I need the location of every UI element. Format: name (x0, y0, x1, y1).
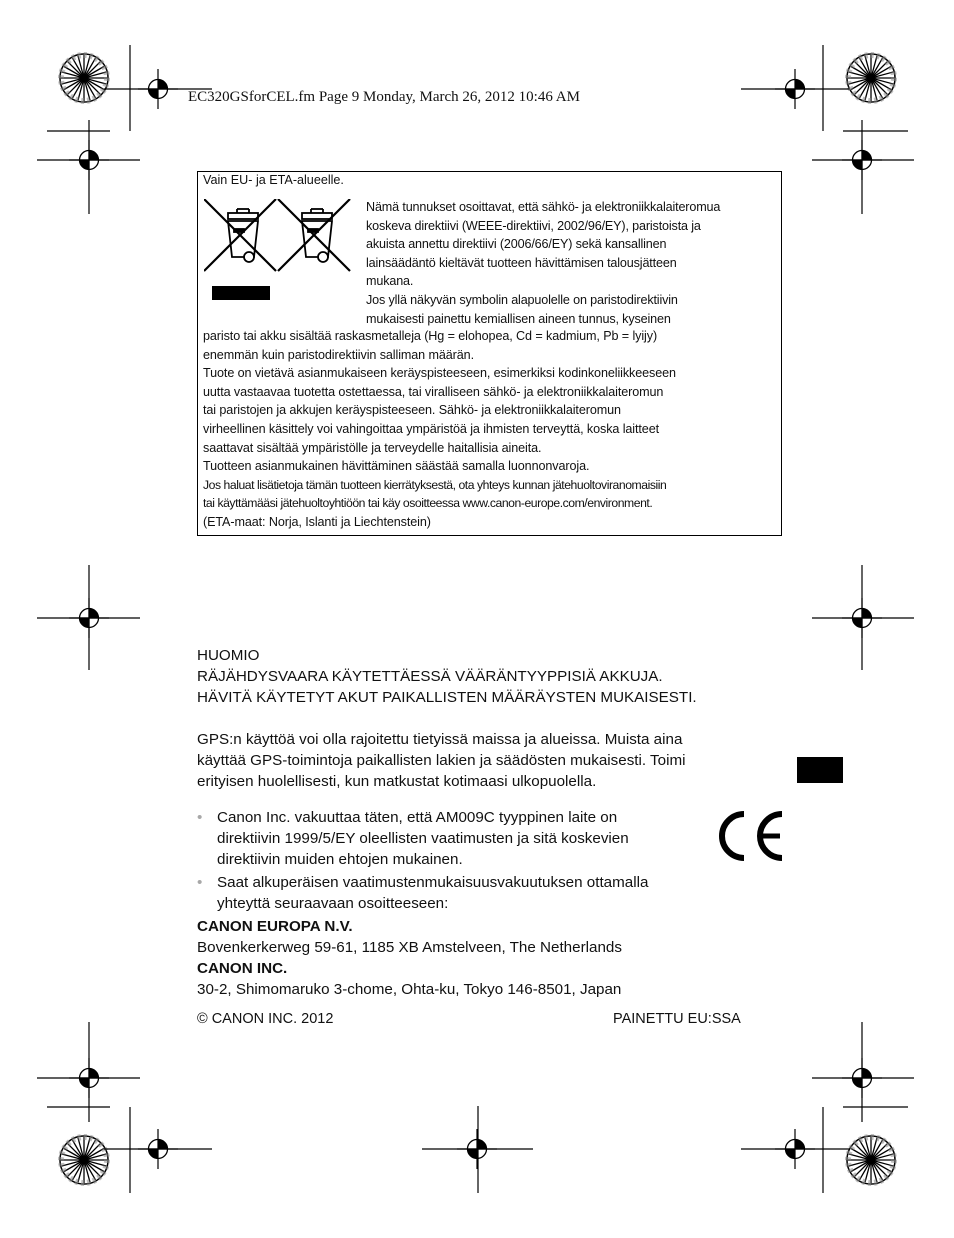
weee-line: Nämä tunnukset osoittavat, että sähkö- ja elektroniikkalaiteromua (366, 200, 721, 214)
weee-line: paristo tai akku sisältää raskasmetalleja (Hg = elohopea, Cd = kadmium, Pb = lyijy) (203, 329, 658, 343)
canon-europa-name: CANON EUROPA N.V. (197, 918, 353, 935)
canon-inc-address: 30-2, Shimomaruko 3-chome, Ohta-ku, Tokyo 146-8501, Japan (197, 981, 622, 998)
starburst-icon (847, 1136, 895, 1184)
section-tab-marker (797, 757, 843, 783)
weee-line: Tuotteen asianmukainen hävittäminen säästää samalla luonnonvaroja. (203, 459, 590, 474)
weee-line: tai käyttämääsi jätehuoltoyhtiöön tai käy osoitteessa www.canon-europe.com/environment. (203, 496, 653, 511)
warning-heading: HUOMIO (197, 647, 260, 664)
starburst-icon (60, 54, 108, 102)
warning-line-1: RÄJÄHDYSVAARA KÄYTETTÄESSÄ VÄÄRÄNTYYPPISIÄ AKKUJA. (197, 668, 663, 685)
crossed-out-battery-bin-icon (278, 199, 350, 271)
bullet-line: yhteyttä seuraavaan osoitteeseen: (217, 895, 449, 912)
weee-line: tai paristojen ja akkujen keräyspisteeseen. Sähkö- ja elektroniikkalaiteromun (203, 403, 621, 418)
weee-notice-box (197, 171, 782, 536)
starburst-icon (60, 1136, 108, 1184)
starburst-icon (847, 54, 895, 102)
chemical-symbol-bar (212, 286, 270, 300)
weee-text-full-width (203, 327, 783, 532)
warning-line-2: HÄVITÄ KÄYTETYT AKUT PAIKALLISTEN MÄÄRÄYSTEN MUKAISESTI. (197, 689, 697, 706)
gps-line: GPS:n käyttöä voi olla rajoitettu tietyissä maissa ja alueissa. Muista aina (197, 731, 683, 748)
copyright-text: © CANON INC. 2012 (197, 1011, 334, 1027)
crossed-out-wheelie-bin-icon (204, 199, 276, 271)
gps-line: erityisen huolellisesti, kun matkustat kotimaasi ulkopuolella. (197, 773, 597, 790)
gps-line: käyttää GPS-toimintoja paikallisten lakien ja säädösten mukaisesti. Toimi (197, 752, 686, 769)
weee-line: akuista annettu direktiivi (2006/66/EY) sekä kansallinen (366, 237, 667, 252)
canon-inc-name: CANON INC. (197, 960, 288, 977)
ce-mark-icon (718, 810, 786, 862)
weee-line: Jos haluat lisätietoja tämän tuotteen kierrätyksestä, ota yhteys kunnan jätehuoltoviranomaisiin (203, 477, 667, 492)
weee-line: lainsäädäntö kieltävät tuotteen hävittämisen talousjätteen (366, 255, 677, 270)
weee-icons (204, 199, 364, 309)
weee-line: saattavat sisältää ympäristölle ja terveydelle haitallisia aineita. (203, 440, 542, 455)
bullet-line: Canon Inc. vakuuttaa täten, että AM009C tyyppinen laite on (217, 809, 618, 826)
canon-europa-address: Bovenkerkerweg 59-61, 1185 XB Amstelveen, The Netherlands (197, 939, 622, 956)
weee-line: virheellinen käsittely voi vahingoittaa ympäristöä ja ihmisten terveyttä, koska laitteet (203, 421, 659, 436)
weee-line: (ETA-maat: Norja, Islanti ja Liechtenstein) (203, 514, 431, 529)
weee-line: uutta vastaavaa tuotetta ostettaessa, tai viralliseen sähkö- ja elektroniikkalaiteromun (203, 384, 664, 399)
weee-line: mukaisesti painettu kemiallisen aineen tunnus, kyseinen (366, 311, 671, 326)
weee-title: Vain EU- ja ETA-alueelle. (203, 173, 344, 187)
weee-line: enemmän kuin paristodirektiivin salliman määrän. (203, 347, 474, 362)
bullet-dot: • (197, 809, 203, 826)
weee-text-beside-icons (366, 198, 780, 328)
bullet-line: direktiivin muiden ehtojen mukainen. (217, 851, 463, 868)
weee-line: Tuote on vietävä asianmukaiseen keräyspisteeseen, esimerkiksi kodinkoneliikkeeseen (203, 366, 676, 381)
bullet-line: Saat alkuperäisen vaatimustenmukaisuusvakuutuksen ottamalla (217, 874, 649, 891)
bullet-dot: • (197, 874, 203, 891)
printed-in-text: PAINETTU EU:SSA (613, 1011, 741, 1027)
weee-line: koskeva direktiivi (WEEE-direktiivi, 2002/96/EY), paristoista ja (366, 218, 701, 233)
weee-line: Jos yllä näkyvän symbolin alapuolelle on paristodirektiivin (366, 292, 678, 307)
weee-line: mukana. (366, 274, 414, 289)
bullet-line: direktiivin 1999/5/EY oleellisten vaatimusten ja sitä koskevien (217, 830, 629, 847)
page-header: EC320GSforCEL.fm Page 9 Monday, March 26, 2012 10:46 AM (188, 89, 580, 105)
